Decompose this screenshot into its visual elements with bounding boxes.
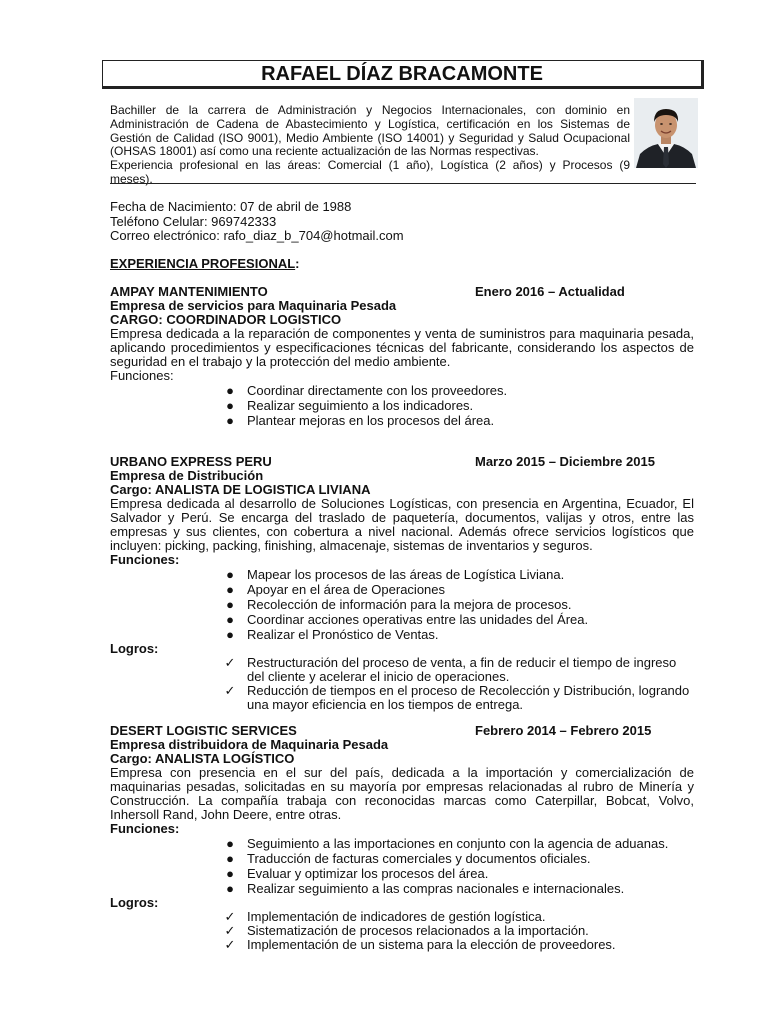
checkmark-icon: ✓: [224, 655, 236, 670]
achievement-item: ✓ Restructuración del proceso de venta, a fin de reducir el tiempo de ingreso del cliente y acelerar el inicio de operaciones.: [224, 655, 677, 684]
achievement-item: ✓ Implementación de indicadores de gestión logística.: [224, 909, 546, 924]
function-item: ● Realizar seguimiento a los indicadores.: [223, 398, 694, 413]
name-title: RAFAEL DÍAZ BRACAMONTE: [102, 60, 704, 89]
bullet-icon: ●: [226, 881, 234, 896]
bullet-icon: ●: [226, 567, 234, 582]
job-role: Cargo: ANALISTA DE LOGISTICA LIVIANA: [110, 482, 371, 497]
bullet-icon: ●: [226, 627, 234, 642]
function-item: ● Seguimiento a las importaciones en conjunto con la agencia de aduanas.: [223, 836, 694, 851]
job-role: CARGO: COORDINADOR LOGISTICO: [110, 312, 342, 327]
job-header: [110, 455, 694, 469]
job-dates: Febrero 2014 – Febrero 2015: [475, 723, 652, 738]
job-company: DESERT LOGISTIC SERVICES: [110, 723, 297, 738]
function-item: ● Recolección de información para la mejora de procesos.: [223, 597, 694, 612]
functions-label: Funciones:: [110, 368, 174, 383]
achievement-item: ✓ Implementación de un sistema para la elección de proveedores.: [224, 937, 616, 952]
function-item: ● Traducción de facturas comerciales y documentos oficiales.: [223, 851, 694, 866]
function-item: ● Realizar seguimiento a las compras nacionales e internacionales.: [223, 881, 694, 896]
job-description: Empresa dedicada al desarrollo de Soluciones Logísticas, con presencia en Argentina, Ecuador, El Salvador y Perú. Se encarga del traslado de paquetería, documentos, valijas y otros, entre las empresas y sus clientes, con cobertura a nivel nacional. Además ofrece servicios logísticos que incluyen: picking, packing, finishing, almacenaje, sistemas de inventarios y seguros.: [110, 496, 694, 553]
function-item: ● Apoyar en el área de Operaciones: [223, 582, 694, 597]
bullet-icon: ●: [226, 597, 234, 612]
functions-list: [110, 567, 694, 642]
function-item: ● Evaluar y optimizar los procesos del área.: [223, 866, 694, 881]
checkmark-icon: ✓: [224, 683, 236, 698]
achievement-item: ✓ Reducción de tiempos en el proceso de Recolección y Distribución, logrando una mayor eficiencia en los tiempos de entrega.: [224, 683, 690, 712]
bullet-icon: ●: [226, 582, 234, 597]
job-role: Cargo: ANALISTA LOGÍSTICO: [110, 751, 295, 766]
achievements-label: Logros:: [110, 641, 159, 656]
bullet-icon: ●: [226, 866, 234, 881]
bullet-icon: ●: [226, 413, 234, 428]
function-item: ● Coordinar directamente con los proveedores.: [223, 383, 694, 398]
functions-label: Funciones:: [110, 821, 180, 836]
experience-heading: [110, 256, 300, 271]
summary-experience: Experiencia profesional en las áreas: Comercial (1 año), Logística (2 años) y Procesos (9 meses).: [110, 158, 630, 186]
function-item: ● Realizar el Pronóstico de Ventas.: [223, 627, 694, 642]
checkmark-icon: ✓: [224, 923, 236, 938]
header-divider: [110, 183, 696, 184]
email-address: Correo electrónico: rafo_diaz_b_704@hotmail.com: [110, 228, 404, 243]
job-company-type: Empresa de Distribución: [110, 468, 264, 483]
function-item: ● Plantear mejoras en los procesos del área.: [223, 413, 694, 428]
job-company-type: Empresa de servicios para Maquinaria Pesada: [110, 298, 397, 313]
job-company-type: Empresa distribuidora de Maquinaria Pesada: [110, 737, 389, 752]
achievements-label: Logros:: [110, 895, 159, 910]
function-item: ● Coordinar acciones operativas entre las unidades del Área.: [223, 612, 694, 627]
birth-date: Fecha de Nacimiento: 07 de abril de 1988: [110, 199, 352, 214]
job-entry: [110, 455, 694, 712]
job-description: Empresa con presencia en el sur del país, dedicada a la importación y comercialización de maquinarias pesadas, solicitadas en su mayoría por empresas relacionadas al rubro de Minería y Construcción. La compañía trabaja con reconocidas marcas como Caterpillar, Bobcat, Volvo, Inhersoll Rand, John Deere, entre otras.: [110, 765, 694, 822]
bullet-icon: ●: [226, 398, 234, 413]
job-dates: Marzo 2015 – Diciembre 2015: [475, 454, 655, 469]
summary-paragraph: Bachiller de la carrera de Administración y Negocios Internacionales, con dominio en Administración de Cadena de Abastecimiento y Logística, certificación en los Sistemas de Gestión de Calidad (ISO 9001), Medio Ambiente (ISO 14001) y Seguridad y Salud Ocupacional (OHSAS 18001) así como una reciente actualización de las Normas respectivas.: [110, 103, 630, 159]
achievements-list: [110, 910, 694, 952]
job-description: Empresa dedicada a la reparación de componentes y venta de suministros para maquinaria pesada, aplicando procedimientos y especificaciones técnicas del fabricante, considerando los aspectos de seguridad en el trabajo y la protección del medio ambiente.: [110, 326, 694, 369]
job-company: URBANO EXPRESS PERU: [110, 454, 272, 469]
functions-list: [110, 836, 694, 896]
bullet-icon: ●: [226, 383, 234, 398]
job-header: [110, 724, 694, 738]
achievement-item: ✓ Sistematización de procesos relacionados a la importación.: [224, 923, 589, 938]
checkmark-icon: ✓: [224, 937, 236, 952]
contact-info: [110, 200, 404, 244]
checkmark-icon: ✓: [224, 909, 236, 924]
job-dates: Enero 2016 – Actualidad: [475, 284, 625, 299]
profile-summary: [110, 104, 630, 187]
phone-number: Teléfono Celular: 969742333: [110, 213, 277, 229]
function-item: ● Mapear los procesos de las áreas de Logística Liviana.: [223, 567, 694, 582]
job-entry: [110, 724, 694, 952]
bullet-icon: ●: [226, 612, 234, 627]
portrait-image: [634, 98, 698, 168]
functions-list: [110, 383, 694, 428]
achievements-list: [110, 656, 694, 712]
job-entry: [110, 285, 694, 428]
bullet-icon: ●: [226, 836, 234, 851]
job-company: AMPAY MANTENIMIENTO: [110, 284, 268, 299]
job-header: [110, 285, 694, 299]
experience-heading-colon: :: [295, 256, 300, 271]
profile-photo: [634, 98, 698, 168]
experience-heading-text: EXPERIENCIA PROFESIONAL: [110, 256, 296, 271]
functions-label: Funciones:: [110, 552, 180, 567]
bullet-icon: ●: [226, 851, 234, 866]
